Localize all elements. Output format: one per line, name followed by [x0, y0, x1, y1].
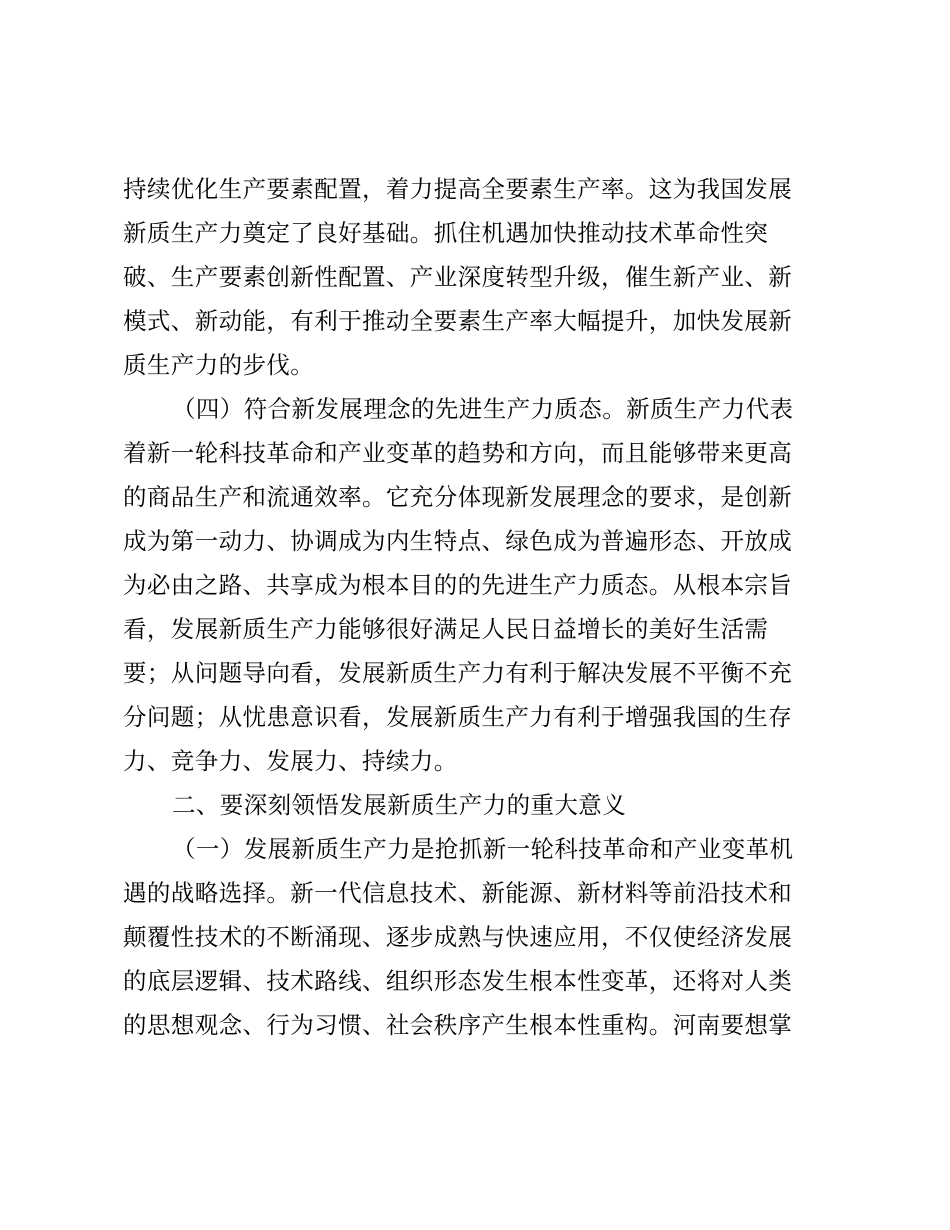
text-line: 模式、新动能，有利于推动全要素生产率大幅提升，加快发展新	[123, 307, 793, 335]
text-line: 的商品生产和流通效率。它充分体现新发展理念的要求，是创新	[123, 483, 793, 511]
text-line: 成为第一动力、协调成为内生特点、绿色成为普遍形态、开放成	[123, 527, 793, 555]
section-heading: 二、要深刻领悟发展新质生产力的重大意义	[172, 791, 627, 819]
text-line: 破、生产要素创新性配置、产业深度转型升级，催生新产业、新	[123, 263, 793, 291]
text-line: 持续优化生产要素配置，着力提高全要素生产率。这为我国发展	[123, 175, 793, 203]
text-line: 的底层逻辑、技术路线、组织形态发生根本性变革，还将对人类	[123, 967, 793, 995]
text-line: 新质生产力奠定了良好基础。抓住机遇加快推动技术革命性突	[123, 219, 769, 247]
text-line: 看，发展新质生产力能够很好满足人民日益增长的美好生活需	[123, 615, 769, 643]
text-line: 的思想观念、行为习惯、社会秩序产生根本性重构。河南要想掌	[123, 1011, 793, 1039]
text-line: （一）发展新质生产力是抢抓新一轮科技革命和产业变革机	[172, 835, 794, 863]
text-line: （四）符合新发展理念的先进生产力质态。新质生产力代表	[172, 395, 794, 423]
text-line: 分问题；从忧患意识看，发展新质生产力有利于增强我国的生存	[123, 703, 793, 731]
text-line: 要；从问题导向看，发展新质生产力有利于解决发展不平衡不充	[123, 659, 793, 687]
text-line: 颠覆性技术的不断涌现、逐步成熟与快速应用，不仅使经济发展	[123, 923, 793, 951]
text-line: 质生产力的步伐。	[123, 351, 315, 379]
text-line: 力、竞争力、发展力、持续力。	[123, 747, 458, 775]
text-line: 遇的战略选择。新一代信息技术、新能源、新材料等前沿技术和	[123, 879, 793, 907]
text-line: 着新一轮科技革命和产业变革的趋势和方向，而且能够带来更高	[123, 439, 793, 467]
text-line: 为必由之路、共享成为根本目的的先进生产力质态。从根本宗旨	[123, 571, 793, 599]
